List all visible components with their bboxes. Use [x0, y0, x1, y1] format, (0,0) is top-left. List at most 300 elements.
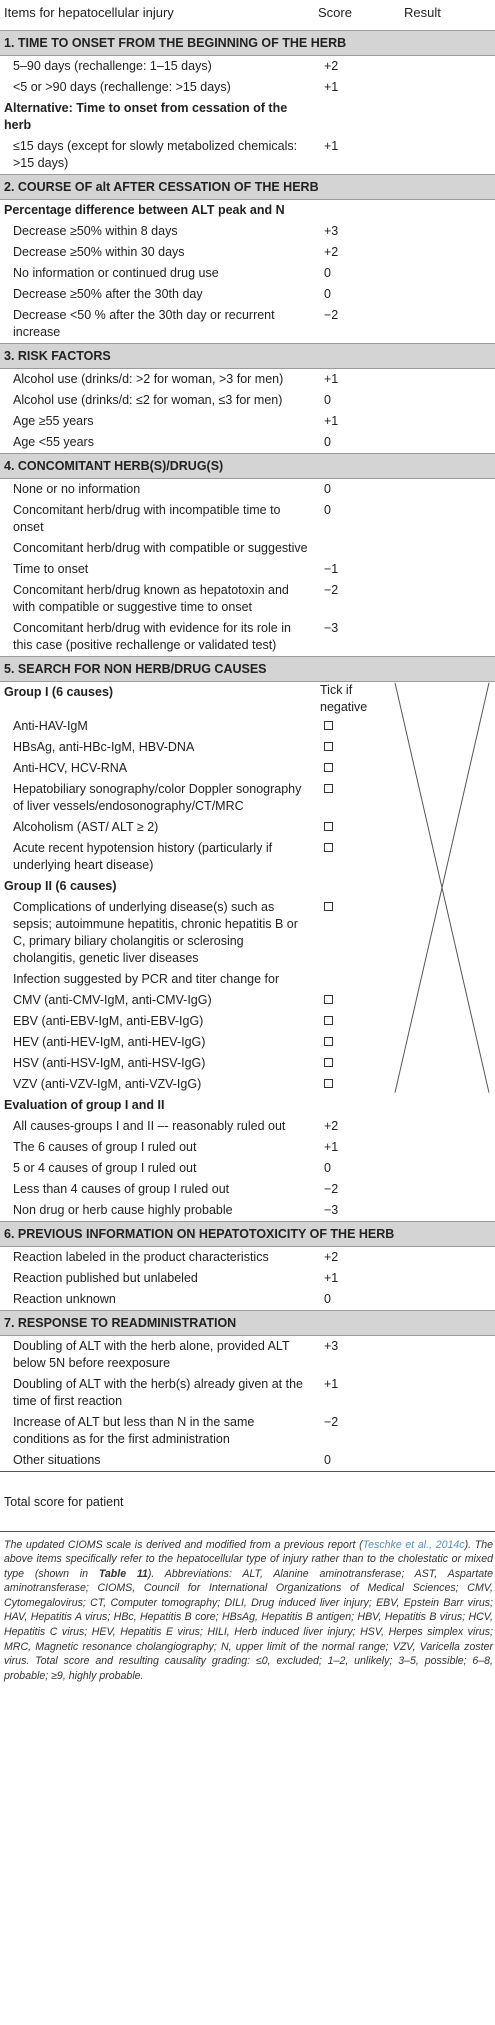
item-result[interactable] [398, 681, 495, 716]
subheading-row [0, 1095, 495, 1116]
bullet-icon [4, 223, 13, 240]
tick-box-cell [312, 817, 398, 838]
item-score: 0 [324, 265, 331, 280]
bullet-icon [4, 286, 13, 303]
item-score [312, 876, 398, 897]
item-result[interactable] [398, 500, 495, 538]
item-result[interactable] [398, 779, 495, 817]
section-header [0, 1310, 495, 1335]
item-text: Time to onset [13, 561, 89, 576]
item-score: +2 [324, 1249, 339, 1264]
item-score: 0 [324, 434, 331, 449]
item-result[interactable] [398, 559, 495, 580]
tick-box-cell [312, 1074, 398, 1095]
section-title: 5. SEARCH FOR NON HERB/DRUG CAUSES [0, 656, 495, 681]
item-row [0, 1200, 495, 1222]
bullet-icon [4, 1376, 13, 1393]
table-body [0, 30, 495, 1471]
item-result[interactable] [398, 1268, 495, 1289]
item-text: None or no information [13, 481, 141, 496]
item-score: +1 [324, 413, 339, 428]
checkbox-icon[interactable] [324, 843, 333, 852]
item-score: +2 [324, 244, 339, 259]
item-result[interactable] [398, 1074, 495, 1095]
bullet-icon [4, 434, 13, 451]
item-row [0, 55, 495, 77]
item-result[interactable] [398, 221, 495, 242]
footnote-text: ). The above items specifically refer to the hepatocellular type of injury rather than to the cholestatic or mixed type (shown in [4, 1538, 494, 1580]
checklist-row [0, 990, 495, 1011]
item-label [0, 559, 312, 580]
subheading-label [0, 681, 312, 716]
subheading-row [0, 199, 495, 221]
item-result[interactable] [398, 242, 495, 263]
item-score: −3 [324, 1202, 339, 1217]
item-label [0, 136, 312, 175]
item-row [0, 1412, 495, 1450]
item-result[interactable] [398, 1158, 495, 1179]
item-label [0, 1268, 312, 1289]
bullet-icon [4, 1118, 13, 1135]
item-result[interactable] [398, 390, 495, 411]
item-text: Non drug or herb cause highly probable [13, 1202, 233, 1217]
item-result[interactable] [398, 1289, 495, 1311]
item-text: ≤15 days (except for slowly metabolized chemicals: >15 days) [13, 138, 298, 170]
footnote-text: The updated CIOMS scale is derived and modified from a previous report ( [4, 1538, 363, 1551]
section-header [0, 656, 495, 681]
item-score: +1 [324, 1139, 339, 1154]
section-title: 3. RISK FACTORS [0, 343, 495, 368]
footnote-table-reference: Table 11 [98, 1567, 148, 1580]
item-score: −3 [324, 620, 339, 635]
item-text: VZV (anti-VZV-IgM, anti-VZV-IgG) [13, 1076, 202, 1091]
checklist-row [0, 817, 495, 838]
item-text: Decrease ≥50% after the 30th day [13, 286, 203, 301]
item-result[interactable] [398, 1116, 495, 1137]
item-score: +1 [324, 371, 339, 386]
checkbox-icon[interactable] [324, 1016, 333, 1025]
subheading-row [0, 98, 495, 136]
checklist-row [0, 758, 495, 779]
item-row [0, 263, 495, 284]
item-label [0, 1179, 312, 1200]
bullet-icon [4, 1249, 13, 1266]
item-text: Group II (6 causes) [4, 878, 117, 893]
item-score: +1 [324, 138, 339, 153]
tick-box-cell [312, 737, 398, 758]
item-score: 0 [324, 286, 331, 301]
item-text: Concomitant herb/drug with incompatible time to onset [13, 502, 281, 534]
tick-box-cell [312, 897, 398, 969]
item-score: +3 [324, 223, 339, 238]
tick-box-cell [312, 1011, 398, 1032]
bullet-icon [4, 1270, 13, 1287]
checkbox-icon[interactable] [324, 1058, 333, 1067]
item-text: Concomitant herb/drug known as hepatotoxin and with compatible or suggestive time to onset [13, 582, 289, 614]
item-score [312, 969, 398, 990]
checkbox-icon[interactable] [324, 742, 333, 751]
bullet-icon [4, 561, 13, 578]
table-header [0, 0, 495, 30]
bullet-icon [4, 244, 13, 261]
bullet-icon [4, 1076, 13, 1093]
item-result[interactable] [398, 538, 495, 559]
bullet-icon [4, 79, 13, 96]
checklist-row [0, 897, 495, 969]
section-header [0, 30, 495, 55]
item-label [0, 284, 312, 305]
item-row [0, 432, 495, 454]
item-row [0, 1289, 495, 1311]
checklist-row [0, 838, 495, 876]
section-title: 7. RESPONSE TO READMINISTRATION [0, 1310, 495, 1335]
item-result[interactable] [398, 737, 495, 758]
header-score: Score [318, 5, 352, 20]
item-text: Reaction published but unlabeled [13, 1270, 198, 1285]
bullet-icon [4, 265, 13, 282]
item-text: Decrease ≥50% within 8 days [13, 223, 178, 238]
bullet-icon [4, 899, 13, 916]
item-text: No information or continued drug use [13, 265, 219, 280]
item-label [0, 716, 312, 737]
item-text: HEV (anti-HEV-IgM, anti-HEV-IgG) [13, 1034, 206, 1049]
item-result[interactable] [398, 897, 495, 969]
item-score: +1 [324, 79, 339, 94]
footnote-reference-link[interactable]: Teschke et al., 2014c [362, 1538, 465, 1551]
bullet-icon [4, 1181, 13, 1198]
tick-box-cell [312, 838, 398, 876]
item-result[interactable] [398, 305, 495, 344]
item-score: −1 [324, 561, 339, 576]
item-result[interactable] [398, 199, 495, 221]
checkbox-icon[interactable] [324, 721, 333, 730]
item-label [0, 1011, 312, 1032]
item-label [0, 1200, 312, 1222]
item-label [0, 1335, 312, 1374]
item-score: −2 [324, 582, 339, 597]
item-text: Other situations [13, 1452, 101, 1467]
item-text: EBV (anti-EBV-IgM, anti-EBV-IgG) [13, 1013, 204, 1028]
item-text: Anti-HAV-IgM [13, 718, 88, 733]
item-row [0, 284, 495, 305]
subheading-label [0, 199, 312, 221]
bullet-icon [4, 781, 13, 798]
item-row [0, 1450, 495, 1472]
item-label [0, 368, 312, 390]
bullet-icon [4, 371, 13, 388]
item-result[interactable] [398, 1053, 495, 1074]
item-text: HBsAg, anti-HBc-IgM, HBV-DNA [13, 739, 195, 754]
item-label [0, 580, 312, 618]
subheading-label [0, 1095, 312, 1116]
item-result[interactable] [398, 618, 495, 657]
item-label [0, 1374, 312, 1412]
total-score-result [398, 1471, 495, 1531]
bullet-icon [4, 481, 13, 498]
item-result[interactable] [398, 136, 495, 175]
item-label [0, 1158, 312, 1179]
item-label [0, 817, 312, 838]
header-result: Result [404, 5, 441, 20]
bullet-icon [4, 1034, 13, 1051]
item-result[interactable] [398, 580, 495, 618]
bullet-icon [4, 392, 13, 409]
item-label [0, 478, 312, 500]
item-result[interactable] [398, 77, 495, 98]
bullet-icon [4, 58, 13, 75]
item-score: 0 [324, 1160, 331, 1175]
item-label [0, 618, 312, 657]
subheading-row [0, 681, 495, 716]
item-text: <5 or >90 days (rechallenge: >15 days) [13, 79, 231, 94]
subheading-label [0, 98, 312, 136]
item-row [0, 368, 495, 390]
tick-box-cell [312, 716, 398, 737]
item-result[interactable] [398, 969, 495, 990]
item-text: Age <55 years [13, 434, 94, 449]
bullet-icon [4, 582, 13, 599]
item-text: Concomitant herb/drug with compatible or suggestive [13, 540, 308, 555]
item-label [0, 55, 312, 77]
bullet-icon [4, 1452, 13, 1469]
item-score [312, 199, 398, 221]
checklist-row [0, 779, 495, 817]
item-row [0, 77, 495, 98]
checkbox-icon[interactable] [324, 763, 333, 772]
item-row [0, 618, 495, 657]
tick-box-cell [312, 990, 398, 1011]
item-result[interactable] [398, 716, 495, 737]
item-text: Reaction unknown [13, 1291, 116, 1306]
item-result[interactable] [398, 432, 495, 454]
checklist-row [0, 737, 495, 758]
item-text: Concomitant herb/drug with evidence for its role in this case (positive rechallenge or validated test) [13, 620, 291, 652]
item-row [0, 1268, 495, 1289]
item-row [0, 538, 495, 559]
item-row [0, 1116, 495, 1137]
item-result[interactable] [398, 1137, 495, 1158]
item-text: The 6 causes of group I ruled out [13, 1139, 197, 1154]
item-text: Acute recent hypotension history (particularly if underlying heart disease) [13, 840, 273, 872]
item-row [0, 390, 495, 411]
item-row [0, 1179, 495, 1200]
item-label [0, 77, 312, 98]
item-row [0, 500, 495, 538]
tick-label: Tick if negative [320, 682, 368, 714]
item-text: All causes-groups I and II –- reasonably ruled out [13, 1118, 286, 1133]
item-label [0, 390, 312, 411]
item-label [0, 242, 312, 263]
checkbox-icon[interactable] [324, 1037, 333, 1046]
item-label [0, 432, 312, 454]
item-label [0, 990, 312, 1011]
section-header [0, 453, 495, 478]
item-label [0, 1246, 312, 1268]
item-result[interactable] [398, 1412, 495, 1450]
bullet-icon [4, 1139, 13, 1156]
checkbox-icon[interactable] [324, 995, 333, 1004]
checkbox-icon[interactable] [324, 784, 333, 793]
item-result[interactable] [398, 1374, 495, 1412]
item-row [0, 559, 495, 580]
item-result[interactable] [398, 263, 495, 284]
item-label [0, 1074, 312, 1095]
bullet-icon [4, 1013, 13, 1030]
total-score-label: Total score for patient [0, 1471, 312, 1531]
item-label [0, 538, 312, 559]
bullet-icon [4, 992, 13, 1009]
checklist-row [0, 1053, 495, 1074]
item-score: 0 [324, 1291, 331, 1306]
item-label [0, 1032, 312, 1053]
item-result[interactable] [398, 1011, 495, 1032]
section-title: 2. COURSE OF alt AFTER CESSATION OF THE HERB [0, 174, 495, 199]
bullet-icon [4, 307, 13, 324]
bullet-icon [4, 1160, 13, 1177]
item-result[interactable] [398, 411, 495, 432]
item-row [0, 1374, 495, 1412]
item-label [0, 411, 312, 432]
tick-box-cell [312, 1053, 398, 1074]
item-score: 0 [324, 502, 331, 517]
checkbox-icon[interactable] [324, 902, 333, 911]
bullet-icon [4, 718, 13, 735]
item-text: Decrease ≥50% within 30 days [13, 244, 185, 259]
item-text: Increase of ALT but less than N in the same conditions as for the first administration [13, 1414, 255, 1446]
checkbox-icon[interactable] [324, 822, 333, 831]
bullet-icon [4, 1202, 13, 1219]
section-header [0, 343, 495, 368]
item-label [0, 500, 312, 538]
item-result[interactable] [398, 1246, 495, 1268]
item-row [0, 1246, 495, 1268]
bullet-icon [4, 1414, 13, 1431]
bullet-icon [4, 1338, 13, 1355]
item-result[interactable] [398, 1200, 495, 1222]
item-text: Age ≥55 years [13, 413, 94, 428]
item-text: Decrease <50 % after the 30th day or recurrent increase [13, 307, 275, 339]
item-result[interactable] [398, 1095, 495, 1116]
item-text: HSV (anti-HSV-IgM, anti-HSV-IgG) [13, 1055, 206, 1070]
item-label [0, 737, 312, 758]
item-label [0, 969, 312, 990]
bullet-icon [4, 1291, 13, 1308]
item-label [0, 305, 312, 344]
header-items: Items for hepatocellular injury [4, 5, 174, 20]
bullet-icon [4, 840, 13, 857]
item-result[interactable] [398, 368, 495, 390]
section-title: 6. PREVIOUS INFORMATION ON HEPATOTOXICITY OF THE HERB [0, 1221, 495, 1246]
item-text: Alcohol use (drinks/d: >2 for woman, >3 for men) [13, 371, 284, 386]
item-text: Infection suggested by PCR and titer change for [13, 971, 280, 986]
item-result[interactable] [398, 817, 495, 838]
item-score: +2 [324, 58, 339, 73]
subheading-label [0, 876, 312, 897]
item-score: +2 [324, 1118, 339, 1133]
item-text: Doubling of ALT with the herb(s) already given at the time of first reaction [13, 1376, 303, 1408]
item-text: Evaluation of group I and II [4, 1097, 165, 1112]
item-score: +3 [324, 1338, 339, 1353]
bullet-icon [4, 1055, 13, 1072]
item-label [0, 758, 312, 779]
item-text: Hepatobiliary sonography/color Doppler sonography of liver vessels/endosonography/CT/MRC [13, 781, 302, 813]
item-result[interactable] [398, 1032, 495, 1053]
item-result[interactable] [398, 758, 495, 779]
item-text: Group I (6 causes) [4, 684, 114, 699]
item-result[interactable] [398, 1179, 495, 1200]
bullet-icon [4, 971, 13, 988]
item-score: +1 [324, 1376, 339, 1391]
item-text: Complications of underlying disease(s) such as sepsis; autoimmune hepatitis, chronic hepatitis B or C, primary biliary cholangitis or sclerosing cholangitis, genetic liver diseases [13, 899, 298, 965]
item-score: +1 [324, 1270, 339, 1285]
bullet-icon [4, 739, 13, 756]
item-label [0, 1289, 312, 1311]
item-row [0, 242, 495, 263]
item-score: 0 [324, 481, 331, 496]
item-label [0, 263, 312, 284]
item-row [0, 305, 495, 344]
item-result[interactable] [398, 284, 495, 305]
item-result[interactable] [398, 1450, 495, 1472]
item-score [312, 98, 398, 136]
subheading-row [0, 876, 495, 897]
item-result[interactable] [398, 478, 495, 500]
item-row [0, 221, 495, 242]
item-text: Less than 4 causes of group I ruled out [13, 1181, 230, 1196]
item-row [0, 478, 495, 500]
bullet-icon [4, 502, 13, 519]
item-row [0, 136, 495, 175]
item-result[interactable] [398, 55, 495, 77]
item-row [0, 411, 495, 432]
section-header [0, 1221, 495, 1246]
checkbox-icon[interactable] [324, 1079, 333, 1088]
bullet-icon [4, 138, 13, 155]
item-text: Alternative: Time to onset from cessation of the herb [4, 100, 288, 132]
item-label [0, 1053, 312, 1074]
item-row [0, 1137, 495, 1158]
bullet-icon [4, 819, 13, 836]
item-score: −2 [324, 1181, 339, 1196]
item-label [0, 1116, 312, 1137]
item-score [312, 1095, 398, 1116]
item-result[interactable] [398, 1335, 495, 1374]
item-text: 5 or 4 causes of group I ruled out [13, 1160, 197, 1175]
item-text: CMV (anti-CMV-IgM, anti-CMV-IgG) [13, 992, 212, 1007]
checklist-row [0, 716, 495, 737]
item-row [0, 1335, 495, 1374]
item-label [0, 1412, 312, 1450]
bullet-icon [4, 413, 13, 430]
item-label [0, 1450, 312, 1472]
total-score-value [312, 1471, 398, 1531]
tick-box-cell [312, 779, 398, 817]
item-text: Anti-HCV, HCV-RNA [13, 760, 128, 775]
item-score: 0 [324, 1452, 331, 1467]
item-result[interactable] [398, 98, 495, 136]
footnote-text: ). Abbreviations: ALT, Alanine aminotransferase; AST, Aspartate aminotransferase; CIOMS, Council for International Organizations of Medical Sciences; CMV, Cytomegalovirus; CT, Computer tomography; DILI, Drug induced liver injury; EBV, Epstein Barr virus; HAV, Hepatitis A virus; HBc, Hepatitis B core; HBsAg, Hepatitis B antigen; HBV, Hepatitis B virus; HCV, Hepatitis C virus; HEV, Hepatitis E virus; HILI, Herb induced liver injury; HSV, Herpes simplex virus; MRC, Magnetic resonance cholangiography; N, upper limit of the normal range; VZV, Varicella zoster virus. Total score and resulting causality grading: ≤0, excluded; 1–2, unlikely; 3–5, possible; 6–8, probable; ≥9, highly probable. [4, 1567, 494, 1682]
item-label [0, 1137, 312, 1158]
item-result[interactable] [398, 876, 495, 897]
item-label [0, 897, 312, 969]
item-label [0, 779, 312, 817]
item-score [312, 538, 398, 559]
tick-box-cell [312, 758, 398, 779]
item-result[interactable] [398, 990, 495, 1011]
item-result[interactable] [398, 838, 495, 876]
item-score: −2 [324, 307, 339, 322]
total-row [0, 1471, 495, 1531]
